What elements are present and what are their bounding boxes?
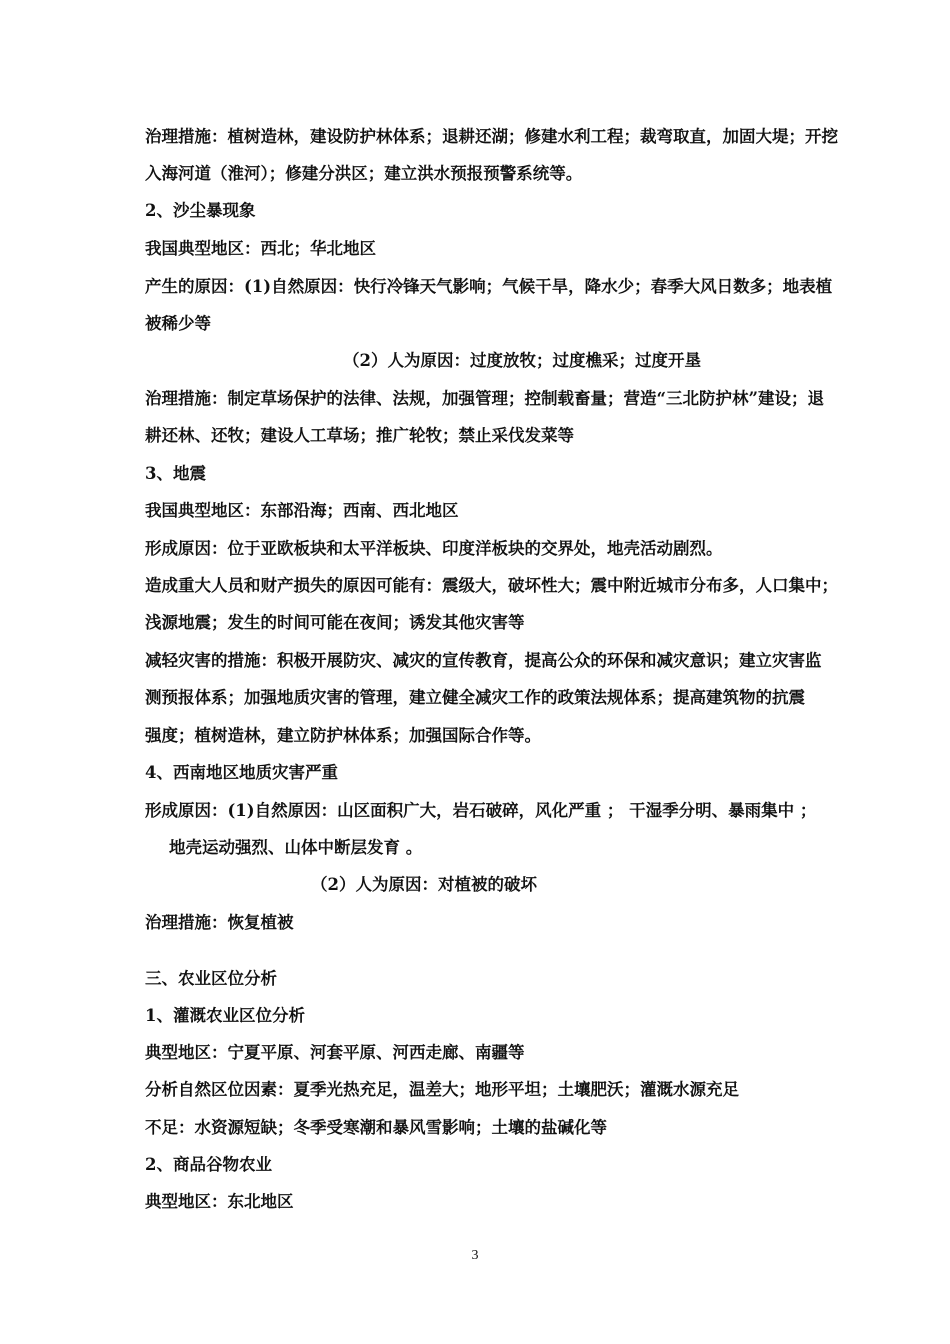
text-line: 强度；植树造林，建立防护林体系；加强国际合作等。 [145,726,541,745]
text-line: 我国典型地区：西北；华北地区 [145,239,376,258]
section-heading: 4、西南地区地质灾害严重 [145,763,338,782]
text-line: 产生的原因：(1)自然原因：快行冷锋天气影响；气候干旱，降水少；春季大风日数多；地表植 [145,277,833,296]
section-heading: 3、地震 [145,464,206,483]
text-line: 典型地区：宁夏平原、河套平原、河西走廊、南疆等 [145,1043,525,1062]
section-heading: 1、灌溉农业区位分析 [145,1006,305,1025]
text-line: 治理措施：植树造林，建设防护林体系；退耕还湖；修建水利工程；裁弯取直，加固大堤；开挖 [145,127,838,146]
text-line: 浅源地震；发生的时间可能在夜间；诱发其他灾害等 [145,613,525,632]
text-line: 减轻灾害的措施：积极开展防灾、减灾的宣传教育，提高公众的环保和减灾意识；建立灾害监 [145,651,822,670]
text-line: 典型地区：东北地区 [145,1192,294,1211]
text-line: 我国典型地区：东部沿海；西南、西北地区 [145,501,459,520]
text-line: 治理措施：恢复植被 [145,913,294,932]
section-heading: 2、沙尘暴现象 [145,201,256,220]
text-line: 形成原因：(1)自然原因：山区面积广大，岩石破碎，风化严重 ； 干湿季分明、暴雨集中 ； [145,801,817,820]
text-line: 形成原因：位于亚欧板块和太平洋板块、印度洋板块的交界处，地壳活动剧烈。 [145,539,723,558]
text-line: 被稀少等 [145,314,211,333]
text-line: 不足：水资源短缺；冬季受寒潮和暴风雪影响；土壤的盐碱化等 [145,1118,607,1137]
text-line: 测预报体系；加强地质灾害的管理，建立健全减灾工作的政策法规体系；提高建筑物的抗震 [145,688,805,707]
section-heading: 2、商品谷物农业 [145,1155,272,1174]
text-line: 分析自然区位因素：夏季光热充足，温差大；地形平坦；土壤肥沃；灌溉水源充足 [145,1080,739,1099]
text-line: （2）人为原因：对植被的破坏 [311,875,537,894]
text-line: 造成重大人员和财产损失的原因可能有：震级大，破坏性大；震中附近城市分布多，人口集中； [145,576,838,595]
chapter-heading: 三、农业区位分析 [145,969,277,988]
text-line: 入海河道（淮河）；修建分洪区；建立洪水预报预警系统等。 [145,164,583,183]
text-line: 治理措施：制定草场保护的法律、法规，加强管理；控制载畜量；营造“三北防护林”建设；退 [145,389,824,408]
text-line: 耕还林、还牧；建设人工草场；推广轮牧；禁止采伐发菜等 [145,426,574,445]
text-line: （2）人为原因：过度放牧；过度樵采；过度开垦 [343,351,701,370]
text-line: 地壳运动强烈、山体中断层发育 。 [169,838,423,857]
page-number: 3 [471,1248,479,1263]
